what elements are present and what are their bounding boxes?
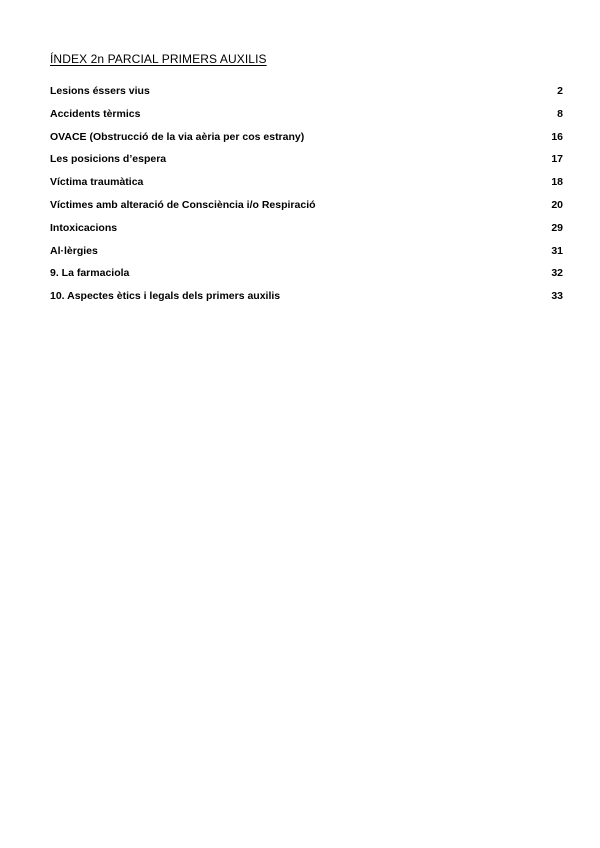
toc-entry <box>50 130 563 153</box>
toc-entry <box>50 198 563 221</box>
toc-entry <box>50 289 563 312</box>
toc-entry-page: 8 <box>557 107 563 120</box>
toc-entry <box>50 244 563 267</box>
toc-entry-label: Lesions éssers vius <box>50 85 150 97</box>
toc-entry-page: 18 <box>551 176 563 189</box>
toc-entry-label: Al·lèrgies <box>50 244 98 257</box>
toc-entry-label: Accidents tèrmics <box>50 107 141 120</box>
toc-entry-label: Víctimes amb alteració de Consciència i/o Respiració <box>50 198 316 211</box>
toc-entry <box>50 84 563 107</box>
toc-entry <box>50 266 563 289</box>
toc-entry <box>50 107 563 130</box>
toc-entry-page: 20 <box>551 198 563 211</box>
toc-entry-page: 17 <box>551 153 563 166</box>
table-of-contents <box>50 84 563 312</box>
toc-entry-page: 33 <box>551 290 563 303</box>
toc-entry <box>50 152 563 175</box>
toc-entry-label: 9. La farmaciola <box>50 267 130 280</box>
toc-entry-page: 29 <box>551 221 563 234</box>
toc-entry-label: Les posicions d’espera <box>50 153 167 166</box>
index-title: ÍNDEX 2n PARCIAL PRIMERS AUXILIS <box>50 52 267 66</box>
toc-entry <box>50 221 563 244</box>
toc-entry-page: 32 <box>551 267 563 280</box>
toc-entry <box>50 175 563 198</box>
toc-entry-label: 10. Aspectes ètics i legals dels primers auxilis <box>50 290 281 303</box>
toc-entry-page: 31 <box>551 244 563 257</box>
toc-entry-label: OVACE (Obstrucció de la via aèria per cos estrany) <box>50 130 305 143</box>
toc-entry-label: Víctima traumàtica <box>50 176 144 189</box>
toc-entry-page: 2 <box>557 85 563 97</box>
toc-entry-label: Intoxicacions <box>50 221 118 234</box>
toc-entry-page: 16 <box>551 130 563 143</box>
